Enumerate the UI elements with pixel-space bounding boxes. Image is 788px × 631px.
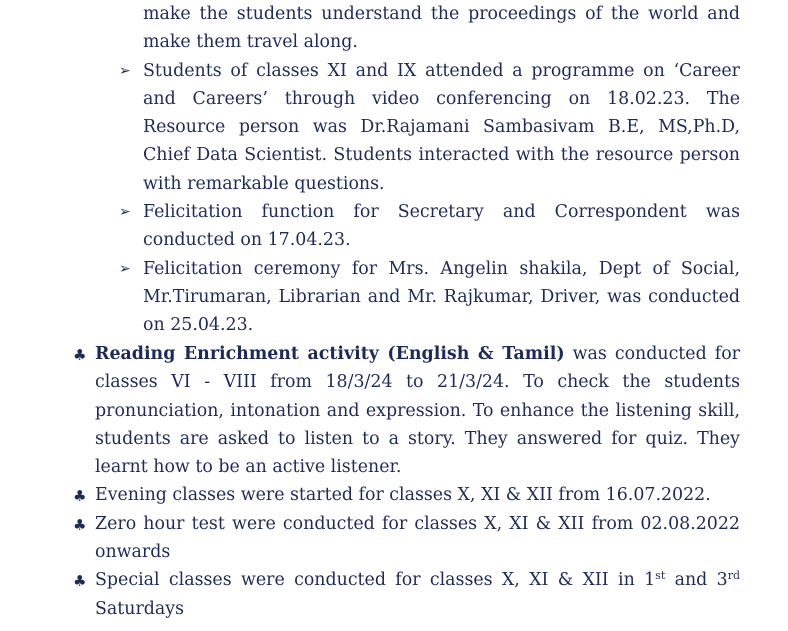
activity-title: Reading Enrichment activity (English & Tamil) [95,344,565,364]
arrow-bullet-icon: ➢ [119,62,131,79]
club-bullet-icon: ♣ [73,515,87,534]
club-bullet-icon: ♣ [73,487,87,506]
list-item-reading-enrichment [73,340,740,481]
list-item-text: Students of classes XI and IX attended a programme on ‘Career and Careers’ through video conferencing on 18.02.23. The Resource person was Dr.Rajamani Sambasivam B.E, MS,Ph.D, Chief Data Scientist. Students interacted with the resource person with remarkable questions. [143,60,740,194]
main-bullet-list [0,340,788,623]
list-item [119,198,740,255]
club-bullet-icon: ♣ [73,572,87,591]
list-item-text: Evening classes were started for classes X, XI & XII from 16.07.2022. [95,485,711,506]
list-item-text: Special classes were conducted for classes X, XI & XII in 1 [95,570,656,591]
list-item [119,57,740,198]
arrow-bullet-icon: ➢ [119,260,131,277]
list-item-text: was conducted for classes VI - VIII from 18/3/24 to 21/3/24. To check the students pronunciation, intonation and expression. To enhance the listening skill, students are asked to listen to a story. They answered for quiz. They learnt how to be an active listener. [95,344,740,478]
ordinal-suffix: rd [727,569,740,583]
arrow-bullet-icon: ➢ [119,204,131,221]
list-item-text: and 3 [665,570,728,591]
club-bullet-icon: ♣ [73,346,87,364]
ordinal-suffix: st [655,569,666,583]
list-item [119,255,740,340]
list-item [143,0,740,57]
list-item-text: Saturdays [95,598,185,619]
list-item-text: make the students understand the proceedings of the world and make them travel along. [143,4,740,53]
list-item-zero-hour-test [73,510,740,567]
list-item-text: Felicitation ceremony for Mrs. Angelin shakila, Dept of Social, Mr.Tirumaran, Librarian and Mr. Rajkumar, Driver, was conducted on 25.04.23. [143,258,740,336]
list-item-text: Felicitation function for Secretary and Correspondent was conducted on 17.04.23. [143,202,740,251]
list-item-text: Zero hour test were conducted for classes X, XI & XII from 02.08.2022 onwards [95,513,740,563]
list-item-special-classes [73,566,740,623]
list-item-evening-classes [73,481,740,509]
